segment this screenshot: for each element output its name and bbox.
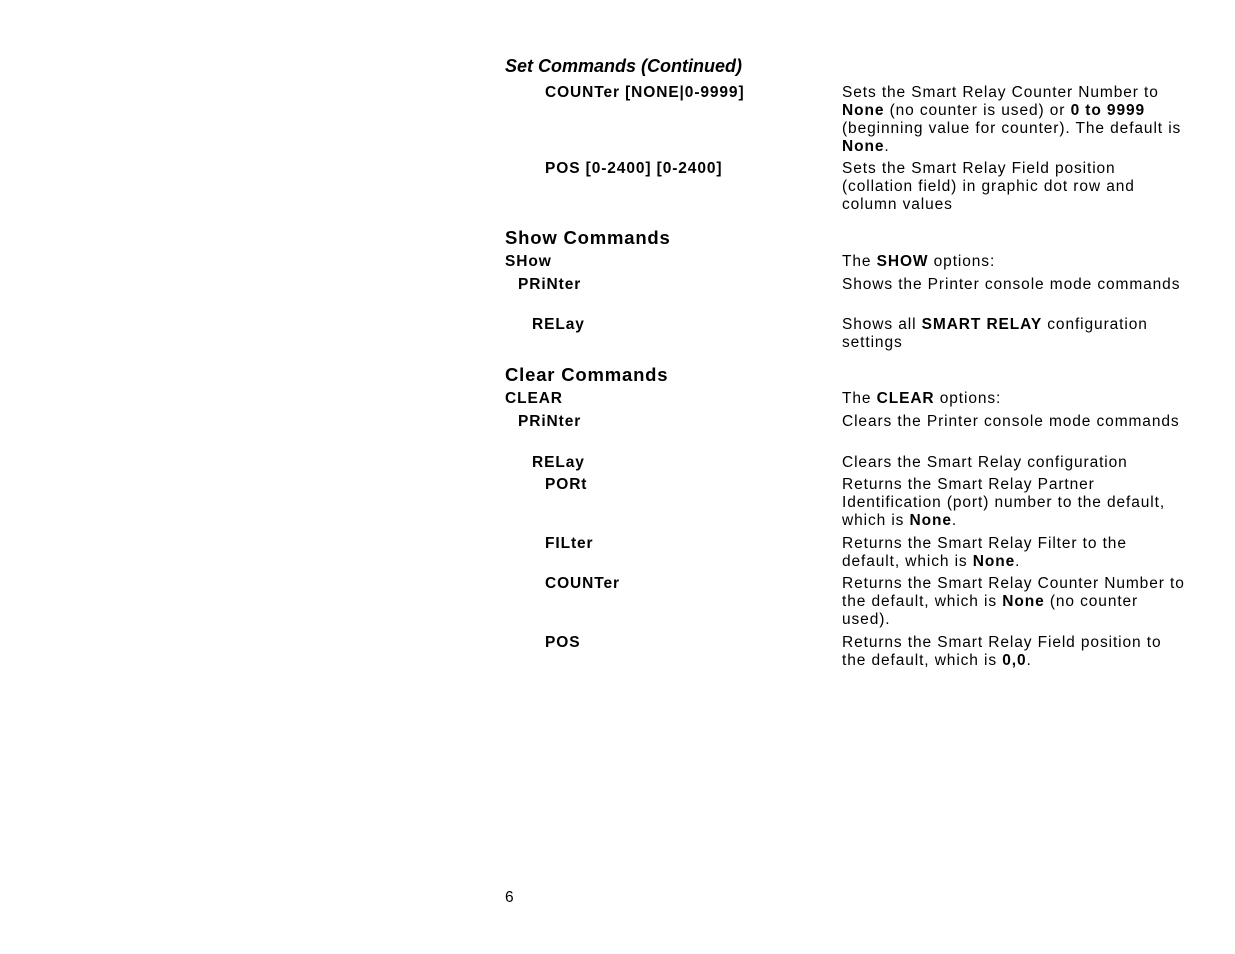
clear-relay-command: RELay	[532, 454, 585, 471]
clear-filter-description: Returns the Smart Relay Filter to the default, which is None.	[842, 535, 1127, 570]
set-counter-description: Sets the Smart Relay Counter Number to None (no counter is used) or 0 to 9999 (beginning value for counter). The default is None.	[842, 84, 1182, 155]
clear-port-command: PORt	[545, 476, 588, 493]
set-pos-description: Sets the Smart Relay Field position (collation field) in graphic dot row and column values	[842, 160, 1135, 213]
set-commands-continued-heading: Set Commands (Continued)	[505, 56, 742, 76]
set-counter-command: COUNTer [NONE|0-9999]	[545, 84, 745, 101]
show-command-description: The SHOW options:	[842, 253, 996, 270]
show-printer-command: PRiNter	[518, 276, 582, 293]
show-commands-heading: Show Commands	[505, 227, 671, 248]
clear-printer-command: PRiNter	[518, 413, 582, 430]
page-number: 6	[505, 889, 514, 906]
clear-port-description: Returns the Smart Relay Partner Identification (port) number to the default, which is None.	[842, 476, 1166, 529]
show-relay-description: Shows all SMART RELAY configuration settings	[842, 316, 1148, 351]
clear-counter-description: Returns the Smart Relay Counter Number to the default, which is None (no counter used).	[842, 575, 1185, 628]
clear-printer-description: Clears the Printer console mode commands	[842, 413, 1180, 430]
set-pos-command: POS [0-2400] [0-2400]	[545, 160, 723, 177]
clear-pos-command: POS	[545, 634, 581, 651]
clear-filter-command: FILter	[545, 535, 594, 552]
show-printer-description: Shows the Printer console mode commands	[842, 276, 1181, 293]
show-command: SHow	[505, 253, 552, 270]
show-relay-command: RELay	[532, 316, 585, 333]
clear-commands-heading: Clear Commands	[505, 364, 669, 385]
clear-command: CLEAR	[505, 390, 563, 407]
clear-counter-command: COUNTer	[545, 575, 620, 592]
clear-command-description: The CLEAR options:	[842, 390, 1002, 407]
clear-relay-description: Clears the Smart Relay configuration	[842, 454, 1128, 471]
clear-pos-description: Returns the Smart Relay Field position to the default, which is 0,0.	[842, 634, 1162, 669]
